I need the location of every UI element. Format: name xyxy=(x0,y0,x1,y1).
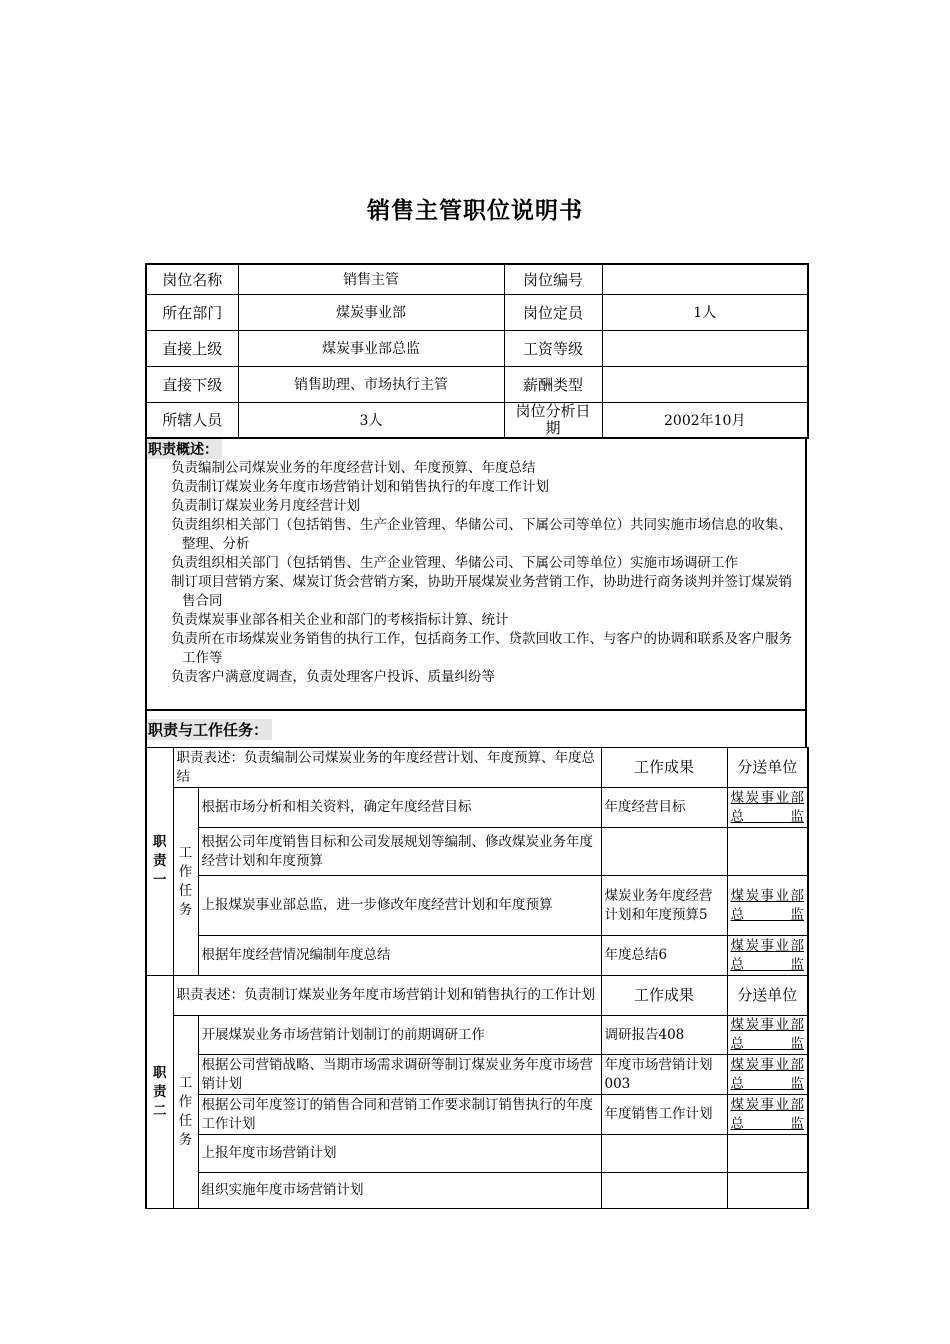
task-dest xyxy=(727,788,808,828)
dest-header: 分送单位 xyxy=(727,748,808,788)
info-row xyxy=(146,402,808,438)
task-dest-text: 煤炭事业部总监 xyxy=(730,1056,804,1092)
task-label xyxy=(173,788,198,976)
info-row xyxy=(146,366,808,402)
info-row xyxy=(146,264,808,294)
task-row xyxy=(146,788,808,828)
dest-header: 分送单位 xyxy=(727,976,808,1016)
info-value xyxy=(602,366,808,402)
info-value: 3人 xyxy=(238,402,504,438)
info-label: 岗位定员 xyxy=(504,294,602,330)
info-label: 所在部门 xyxy=(146,294,238,330)
summary-item: 负责组织相关部门（包括销售、生产企业管理、华储公司、下属公司等单位）实施市场调研工作 xyxy=(171,555,738,571)
info-row xyxy=(146,294,808,330)
task-row xyxy=(146,1135,808,1173)
task-result xyxy=(601,1173,727,1209)
task-text: 根据年度经营情况编制年度总结 xyxy=(198,936,601,976)
info-label: 岗位编号 xyxy=(504,264,602,294)
task-dest xyxy=(727,1055,808,1095)
task-dest xyxy=(727,828,808,876)
task-result xyxy=(601,1135,727,1173)
task-text: 根据公司营销战略、当期市场需求调研等制订煤炭业务年度市场营销计划 xyxy=(198,1055,601,1095)
task-text: 根据市场分析和相关资料，确定年度经营目标 xyxy=(198,788,601,828)
task-result: 调研报告408 xyxy=(601,1016,727,1055)
task-text: 上报年度市场营销计划 xyxy=(198,1135,601,1173)
position-info-table xyxy=(145,263,809,439)
summary-item: 负责制订煤炭业务月度经营计划 xyxy=(171,498,360,514)
info-value: 煤炭事业部总监 xyxy=(238,330,504,366)
summary-item: 负责客户满意度调查，负责处理客户投诉、质量纠纷等 xyxy=(171,669,495,685)
info-label: 岗位名称 xyxy=(146,264,238,294)
task-dest-text: 煤炭事业部总监 xyxy=(730,789,804,825)
summary-item: 制订项目营销方案、煤炭订货会营销方案，协助开展煤炭业务营销工作，协助进行商务谈判并签订煤炭销售合同 xyxy=(171,574,792,609)
task-label xyxy=(173,1016,198,1209)
page-title: 销售主管职位说明书 xyxy=(367,198,583,224)
task-result xyxy=(601,828,727,876)
duty-desc: 职责表述：负责编制公司煤炭业务的年度经营计划、年度预算、年度总结 xyxy=(173,748,601,788)
task-dest-text: 煤炭事业部总监 xyxy=(730,1096,804,1132)
task-text: 开展煤炭业务市场营销计划制订的前期调研工作 xyxy=(198,1016,601,1055)
task-text: 组织实施年度市场营销计划 xyxy=(198,1173,601,1209)
duty-name-text: 职责一 xyxy=(153,834,167,888)
task-row xyxy=(146,1173,808,1209)
task-result: 年度总结6 xyxy=(601,936,727,976)
info-value: 1人 xyxy=(602,294,808,330)
summary-item: 负责所在市场煤炭业务销售的执行工作，包括商务工作、贷款回收工作、与客户的协调和联系及客户服务工作等 xyxy=(171,631,792,666)
task-dest xyxy=(727,1135,808,1173)
task-label-text: 工作任务 xyxy=(178,844,193,918)
summary-item: 负责制订煤炭业务年度市场营销计划和销售执行的年度工作计划 xyxy=(171,479,549,495)
task-dest xyxy=(727,1095,808,1135)
task-dest-text: 煤炭事业部总监 xyxy=(730,937,804,973)
task-text: 上报煤炭事业部总监，进一步修改年度经营计划和年度预算 xyxy=(198,876,601,936)
summary-heading: 职责概述： xyxy=(147,439,222,459)
task-row xyxy=(146,1055,808,1095)
duty-name-text: 职责二 xyxy=(153,1064,167,1119)
duty-name xyxy=(146,748,173,976)
info-label: 工资等级 xyxy=(504,330,602,366)
info-value: 2002年10月 xyxy=(602,402,808,438)
task-result: 年度经营目标 xyxy=(601,788,727,828)
info-value xyxy=(602,330,808,366)
info-value xyxy=(602,264,808,294)
task-dest xyxy=(727,1016,808,1055)
task-dest-text: 煤炭事业部总监 xyxy=(730,1017,804,1052)
task-result: 年度销售工作计划 xyxy=(601,1095,727,1135)
task-dest xyxy=(727,876,808,936)
info-label: 薪酬类型 xyxy=(504,366,602,402)
tasks-section-header xyxy=(145,711,807,748)
info-label: 岗位分析日期 xyxy=(504,402,602,438)
info-label: 直接上级 xyxy=(146,330,238,366)
tasks-heading: 职责与工作任务： xyxy=(147,719,272,740)
info-value: 销售主管 xyxy=(238,264,504,294)
info-label: 所辖人员 xyxy=(146,402,238,438)
result-header: 工作成果 xyxy=(601,748,727,788)
task-label-text: 工作任务 xyxy=(178,1075,193,1148)
duty-summary-section xyxy=(145,439,807,711)
summary-item: 负责编制公司煤炭业务的年度经营计划、年度预算、年度总结 xyxy=(171,460,536,476)
duty-task-table xyxy=(145,747,809,1209)
task-result: 年度市场营销计划003 xyxy=(601,1055,727,1095)
task-text: 根据公司年度签订的销售合同和营销工作要求制订销售执行的年度工作计划 xyxy=(198,1095,601,1135)
info-row xyxy=(146,330,808,366)
task-row xyxy=(146,876,808,936)
task-row xyxy=(146,1016,808,1055)
result-header: 工作成果 xyxy=(601,976,727,1016)
duty-desc: 职责表述：负责制订煤炭业务年度市场营销计划和销售执行的工作计划 xyxy=(173,976,601,1016)
task-result: 煤炭业务年度经营计划和年度预算5 xyxy=(601,876,727,936)
task-row xyxy=(146,1095,808,1135)
task-dest xyxy=(727,1173,808,1209)
summary-item: 负责煤炭事业部各相关企业和部门的考核指标计算、统计 xyxy=(171,612,509,628)
info-value: 销售助理、市场执行主管 xyxy=(238,366,504,402)
duty-name xyxy=(146,976,173,1209)
task-row xyxy=(146,828,808,876)
duty-desc-row xyxy=(146,748,808,788)
task-row xyxy=(146,936,808,976)
task-text: 根据公司年度销售目标和公司发展规划等编制、修改煤炭业务年度经营计划和年度预算 xyxy=(198,828,601,876)
info-label: 直接下级 xyxy=(146,366,238,402)
task-dest-text: 煤炭事业部总监 xyxy=(730,887,804,923)
duty-desc-row xyxy=(146,976,808,1016)
task-dest xyxy=(727,936,808,976)
info-value: 煤炭事业部 xyxy=(238,294,504,330)
summary-item: 负责组织相关部门（包括销售、生产企业管理、华储公司、下属公司等单位）共同实施市场信息的收集、整理、分析 xyxy=(171,517,792,552)
